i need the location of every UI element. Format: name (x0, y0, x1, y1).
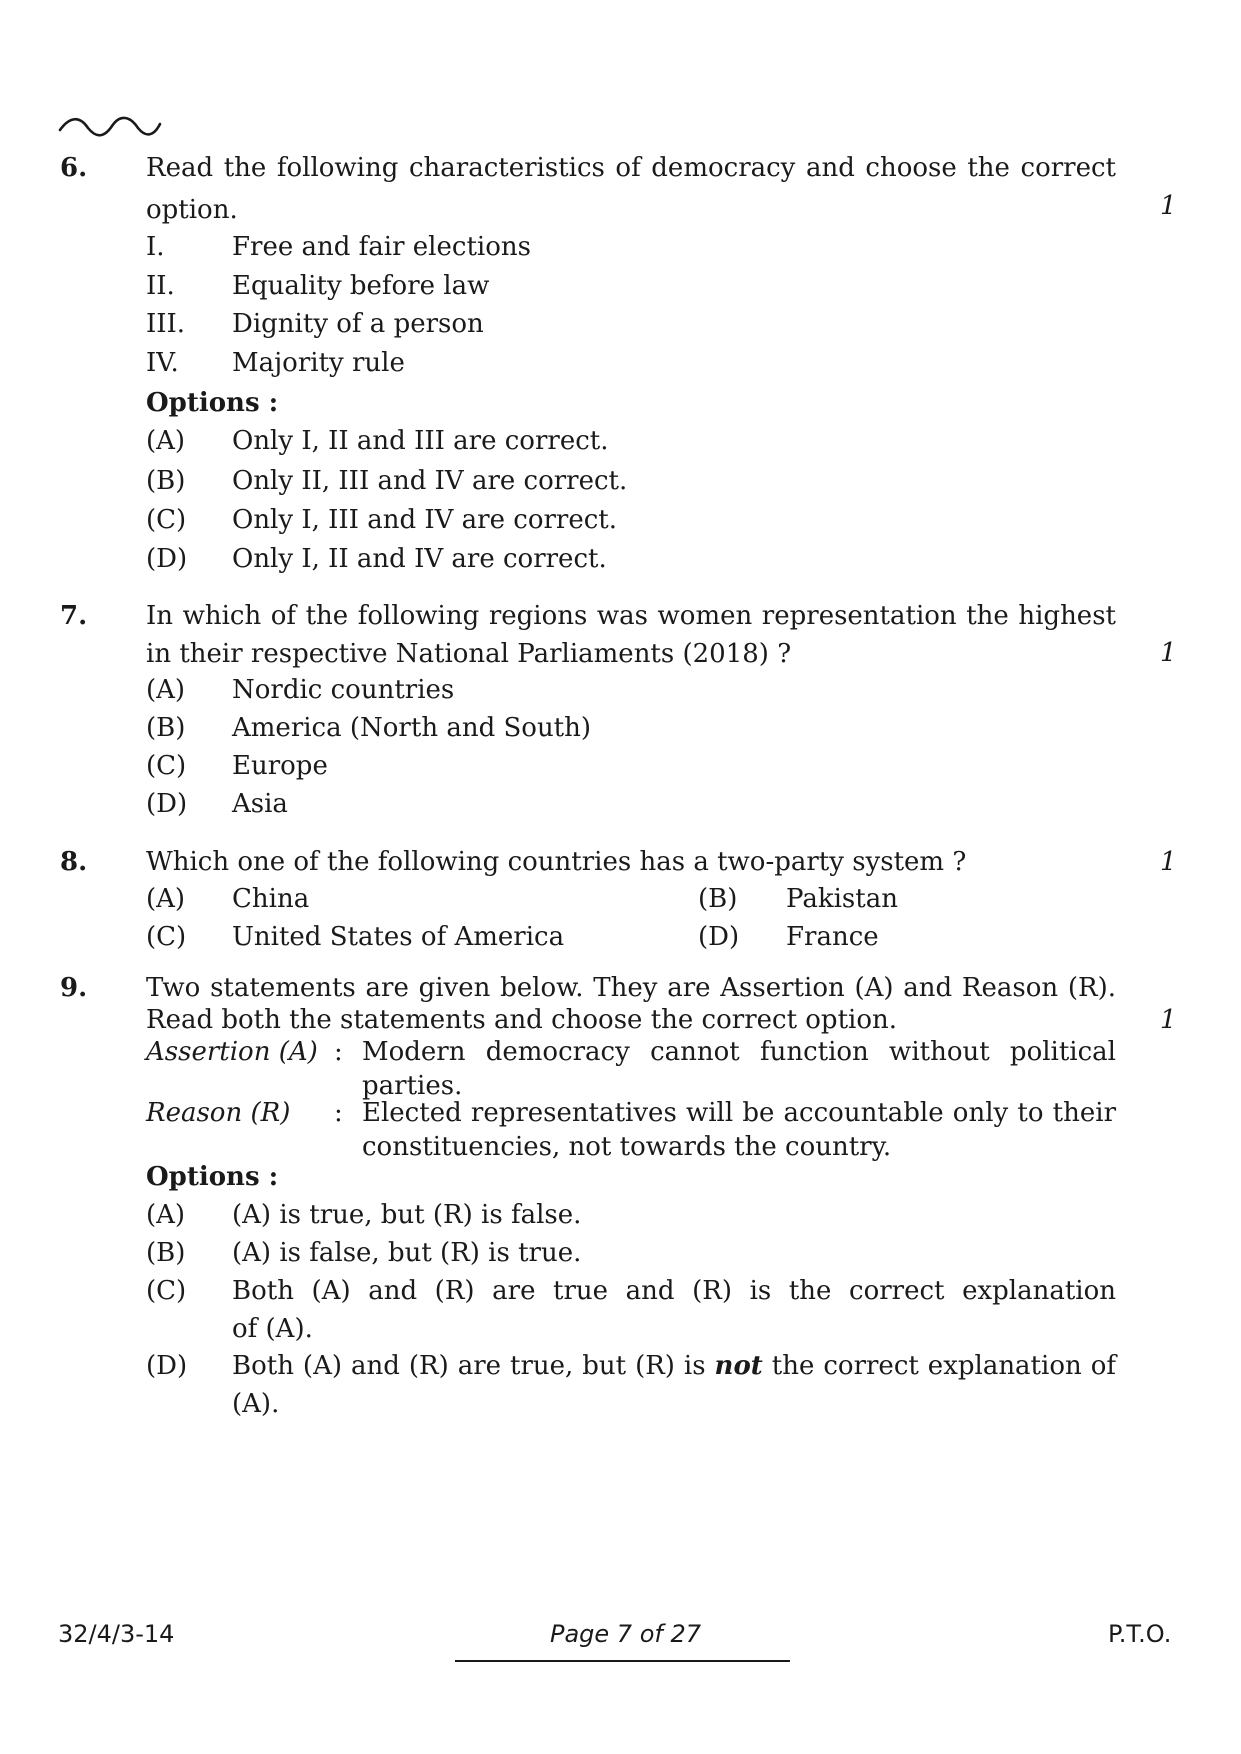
option-row (146, 878, 1116, 920)
assertion-colon: : (334, 1037, 343, 1067)
stem-line: Read both the statements and choose the correct option. (146, 1005, 898, 1035)
option-label: (D) (146, 1351, 188, 1381)
option-text: Asia (232, 789, 288, 819)
option-text: Europe (232, 751, 328, 781)
question-number: 6. (60, 153, 88, 183)
footer-code: 32/4/3-14 (58, 1620, 175, 1648)
option-text: Only I, III and IV are correct. (232, 505, 617, 535)
option-text: Nordic countries (232, 675, 455, 705)
statement-label: IV. (146, 348, 179, 378)
option-label: (C) (146, 1276, 187, 1306)
question-stem (146, 595, 1116, 675)
statement-text: Majority rule (232, 348, 405, 378)
reason-label: Reason (R) (146, 1098, 291, 1128)
option-label: (B) (146, 1238, 186, 1268)
option-label: (D) (698, 922, 740, 952)
assertion-reason (146, 1035, 1116, 1162)
question-number: 7. (60, 601, 88, 631)
question-number: 8. (60, 847, 88, 877)
footer-page: Page 7 of 27 (550, 1620, 702, 1648)
option-text: Pakistan (786, 884, 898, 914)
marks: 1 (1160, 191, 1177, 221)
option-label: (C) (146, 922, 187, 952)
option-text: Only I, II and IV are correct. (232, 544, 607, 574)
marks: 1 (1160, 847, 1177, 877)
footer-underline (455, 1660, 790, 1662)
option-text (232, 1345, 1116, 1387)
option-text: (A) is true, but (R) is false. (232, 1200, 582, 1230)
marks: 1 (1160, 638, 1177, 668)
option-text: France (786, 922, 879, 952)
assertion-label: Assertion (A) (146, 1037, 318, 1067)
option-label: (A) (146, 884, 186, 914)
option-text: America (North and South) (232, 713, 592, 743)
stem-line: In which of the following regions was women representation the highest (146, 601, 1116, 631)
assertion-text: Modern democracy cannot function without political parties. (362, 1037, 1116, 1101)
stem-line: Two statements are given below. They are Assertion (A) and Reason (R). (146, 973, 1116, 1003)
option-text-continued: (A). (232, 1389, 280, 1419)
stem-line: option. (146, 195, 238, 225)
footer-pto: P.T.O. (1108, 1620, 1172, 1648)
statement-text: Equality before law (232, 271, 490, 301)
option-label: (B) (146, 466, 186, 496)
option-label: (D) (146, 544, 188, 574)
option-text: United States of America (232, 922, 565, 952)
reason-colon: : (334, 1098, 343, 1128)
stem-line: Which one of the following countries has a two-party system ? (146, 847, 967, 877)
option-text: Only I, II and III are correct. (232, 426, 609, 456)
option-text: Both (A) and (R) are true and (R) is the correct explanation (232, 1276, 1116, 1306)
option-text-part: Both (A) and (R) are true, but (R) is (232, 1351, 715, 1381)
option-row (146, 916, 1116, 958)
statement-label: III. (146, 309, 186, 339)
emphasis-not: not (714, 1351, 763, 1381)
question-stem (146, 841, 1116, 883)
marks: 1 (1160, 1005, 1177, 1035)
question-number: 9. (60, 973, 88, 1003)
question-stem (146, 147, 1116, 231)
option-text-continued: of (A). (232, 1314, 313, 1344)
question-stem (146, 967, 1116, 1041)
option-label: (B) (146, 713, 186, 743)
statement-label: II. (146, 271, 175, 301)
option-text: (A) is false, but (R) is true. (232, 1238, 582, 1268)
option-label: (A) (146, 675, 186, 705)
option-label: (B) (698, 884, 738, 914)
reason-text: Elected representatives will be accountable only to their constituencies, not towards the country. (362, 1098, 1116, 1162)
option-text-part: the correct explanation of (762, 1351, 1116, 1381)
statement-text: Free and fair elections (232, 232, 531, 262)
stem-line: Read the following characteristics of democracy and choose the correct (146, 153, 1116, 183)
option-label: (C) (146, 505, 187, 535)
statement-text: Dignity of a person (232, 309, 484, 339)
wave-decoration (58, 112, 162, 138)
stem-line: in their respective National Parliaments (2018) ? (146, 639, 792, 669)
option-label: (C) (146, 751, 187, 781)
options-heading: Options : (146, 1162, 279, 1192)
option-label: (D) (146, 789, 188, 819)
option-label: (A) (146, 1200, 186, 1230)
option-text: Only II, III and IV are correct. (232, 466, 628, 496)
statement-label: I. (146, 232, 165, 262)
option-text: China (232, 884, 310, 914)
option-label: (A) (146, 426, 186, 456)
options-heading: Options : (146, 388, 279, 418)
